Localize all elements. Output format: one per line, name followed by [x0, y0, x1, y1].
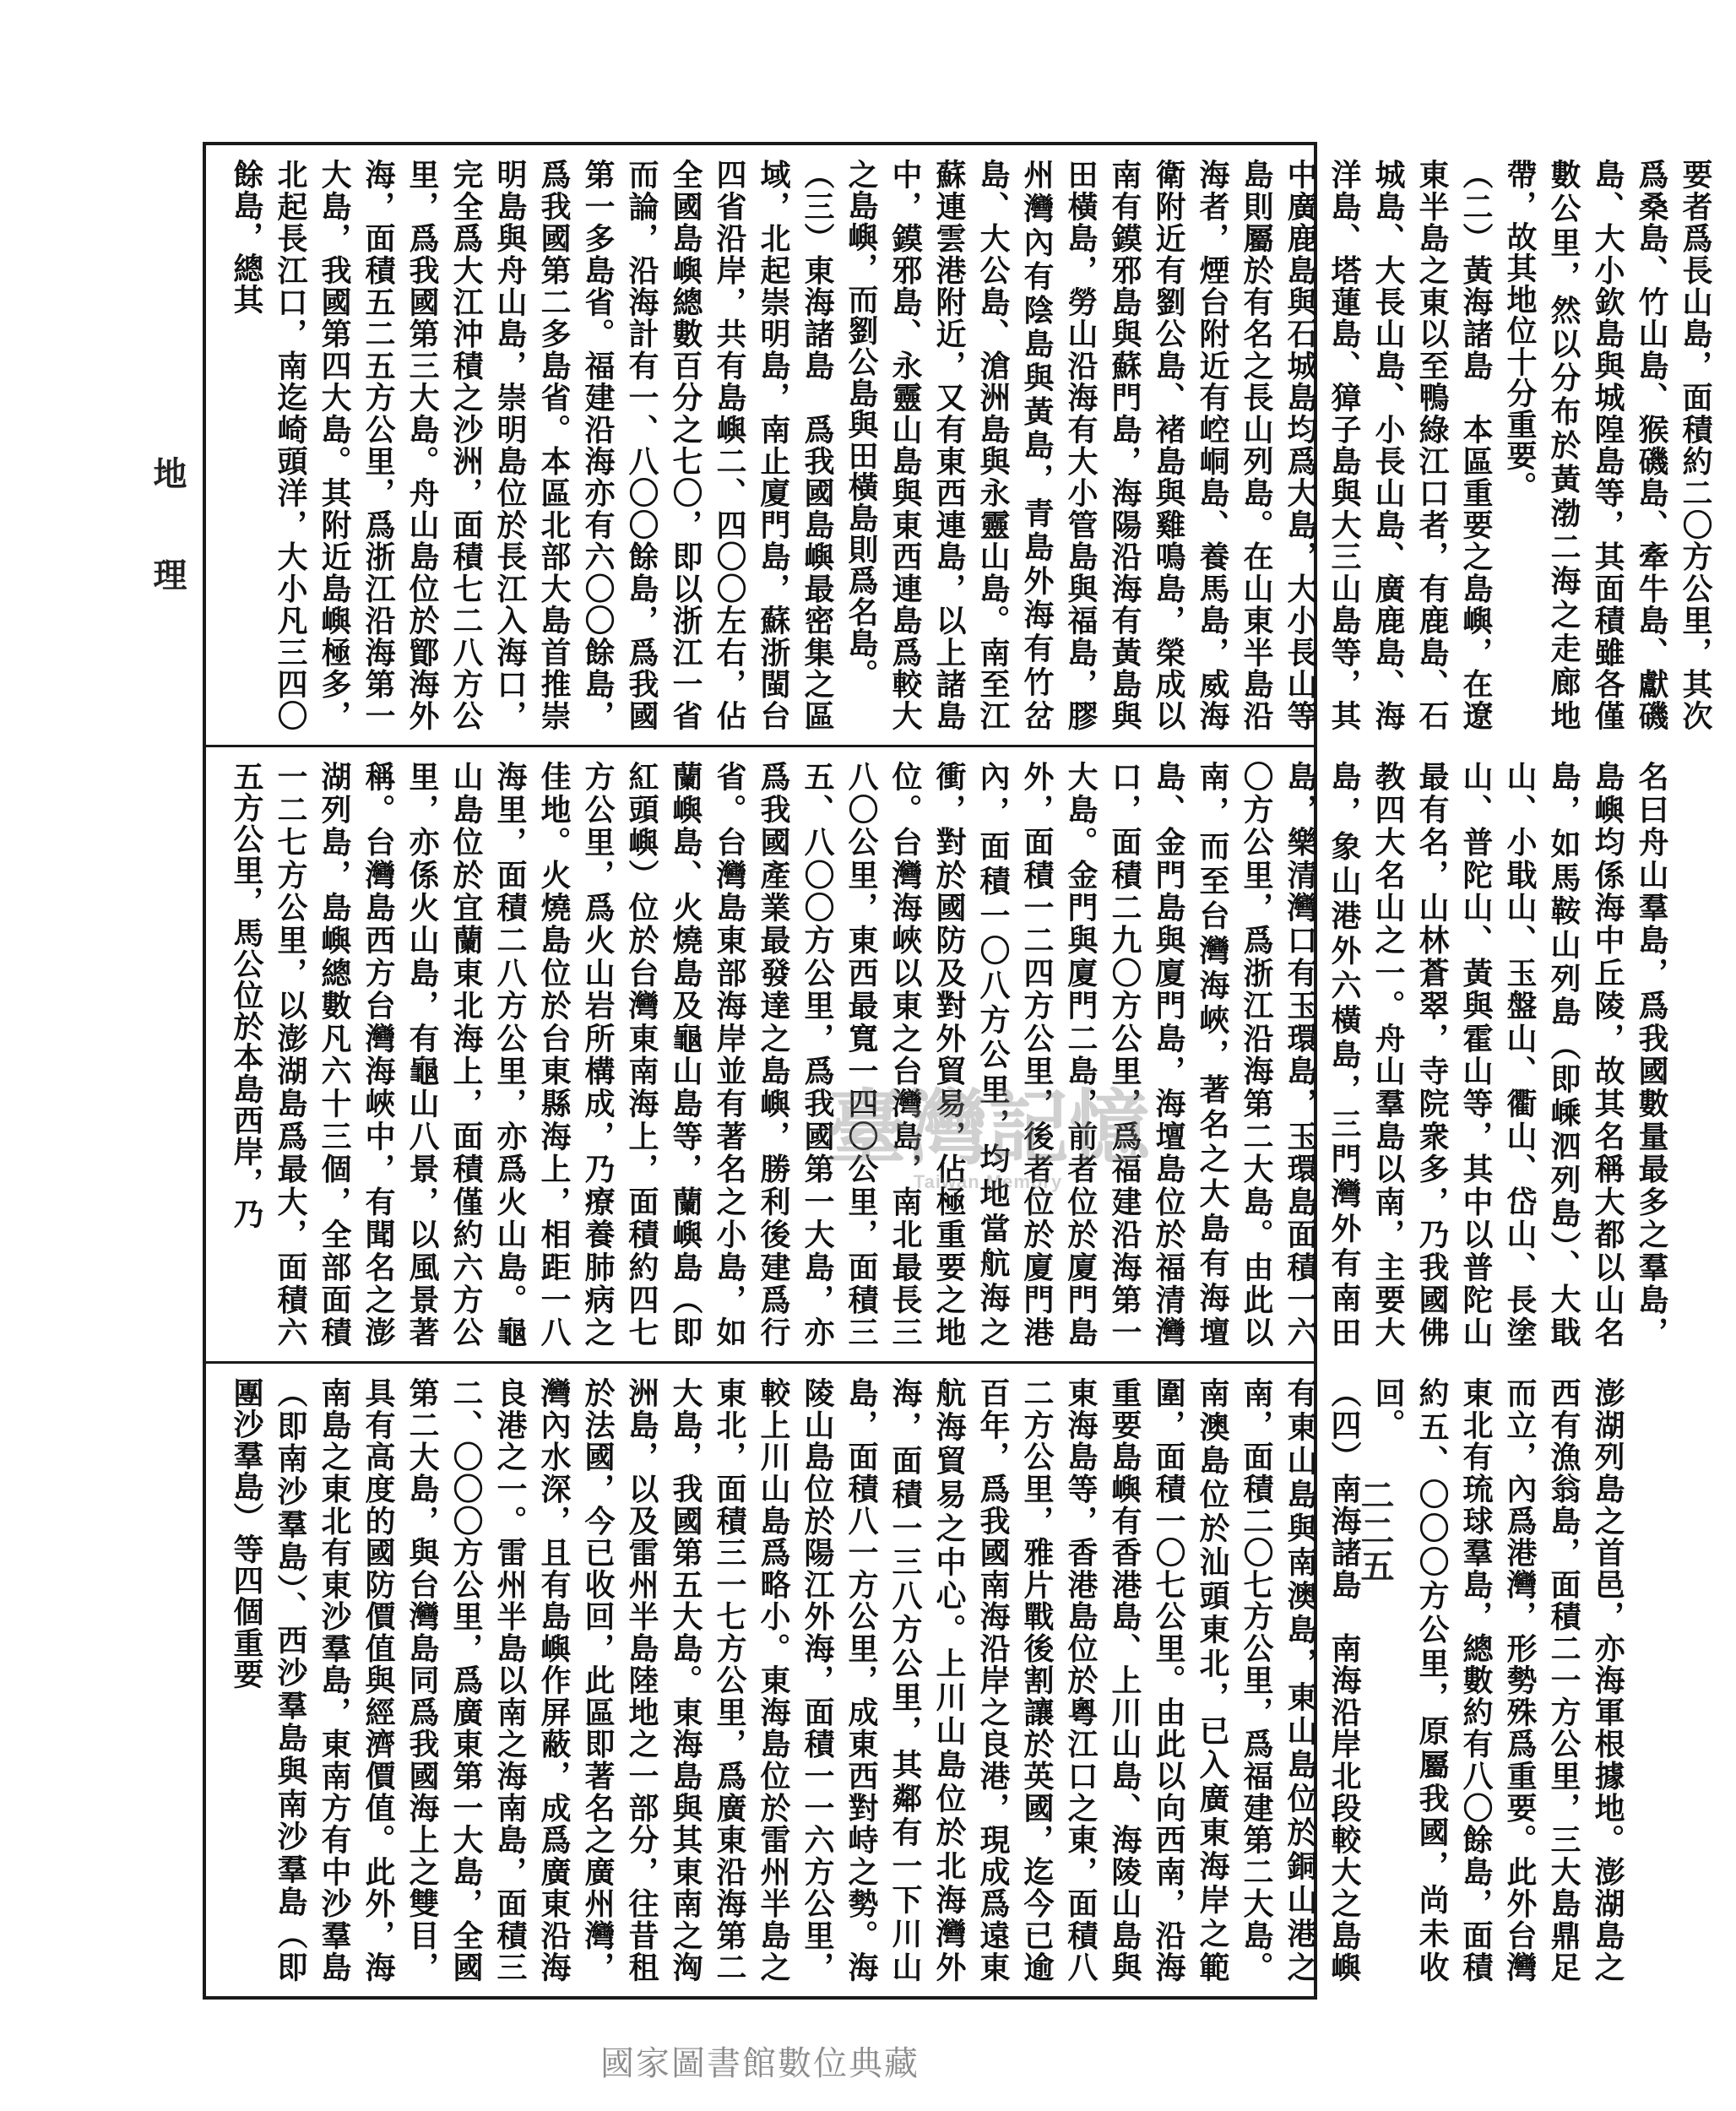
text-band-top: [206, 145, 1713, 745]
paragraph-south-china-sea: （四）南海諸島 南海沿岸北段較大之島嶼有東山島與南澳島，東山島位於銅山港之南，面積二〇七方公里，爲福建第二大島。南澳島位於汕頭東北，已入廣東海岸之範圍，面積一〇七公里。由此以向西南，沿海重要島嶼有香港島、上川山島、海陵山島與東海島等，香港島位於粵江口之東，面積八二方公里，雅片戰後割讓於英國，迄今已逾百年，爲我國南海沿岸之良港，現成爲遠東航海貿易之中心。上川山島位於北海灣外海，面積一三八方公里，其鄰有一下川山島，面積八一方公里，成東西對峙之勢。海陵山島位於陽江外海，面積一一六方公里，較上川山島爲略小。東海島位於雷州半島之東北，面積三一七方公里，爲廣東沿海第二大島，我國第五大島。東海島與其東南之洶洲島，以及雷州半島陸地之一部分，往昔租於法國，今已收回，此區即著名之廣州灣，灣內水深，且有島嶼作屏蔽，成爲廣東沿海良港之一。雷州半島以南之海南島，面積三二、〇〇〇方公里，爲廣東第一大島，全國第二大島，與台灣島同爲我國海上之雙目，具有高度的國防價值與經濟價值。此外，海南島之東北有東沙羣島，東南方有中沙羣島（即南沙羣島）、西沙羣島與南沙羣島（即團沙羣島）等四個重要: [229, 1377, 1362, 1983]
watermark-text: 臺灣記憶: [826, 1080, 1150, 1175]
vertical-text-bottom: [206, 1364, 1648, 1996]
paragraph-penghu: 澎湖列島之首邑，亦海軍根據地。澎湖島之西有漁翁島，面積二一方公里，三大島鼎足而立，內爲港灣，形勢殊爲重要。此外台灣東北有琉球羣島，總數約有八〇餘島，面積約五、〇〇〇方公里，原屬我國，尚未收回。: [1370, 1377, 1625, 1983]
text-band-middle: [206, 745, 1669, 1361]
vertical-text-middle: [206, 747, 1692, 1361]
paragraph: 要者爲長山島，面積約二〇方公里，其次爲桑島、竹山島、猴磯島、牽牛島、獻磯島、大小欽島與城隍島等，其面積雖各僅數公里，然以分布於黃渤二海之走廊地帶，故其地位十分重要。: [1502, 159, 1713, 731]
page-number: 二二五: [1355, 1478, 1395, 1584]
paragraph-yellow-sea: （二）黃海諸島 本區重要之島嶼，在遼東半島之東以至鴨綠江口者，有鹿島、石城島、大長山島、小長山島、廣鹿島、海洋島、塔蓮島、獐子島與大三山島等，其中廣鹿島與石城島均爲大島，大小長山等島則屬於有名之長山列島。在山東半島沿海者，煙台附近有崆峒島、養馬島，威海衛附近有劉公島、褚島與雞鳴島，榮成以南有鏌邪島與蘇門島，海陽沿海有黃島與田橫島，勞山沿海有大小管島與福島，膠州灣內有陰島與黃島，青島外海有竹岔島、大公島、滄洲島與永靈山島。南至江蘇連雲港附近，又有東西連島，以上諸島中，鏌邪島、永靈山島與東西連島爲較大之島嶼，而劉公島與田橫島則爲名島。: [844, 159, 1494, 731]
footer-caption: 國家圖書館數位典藏: [600, 2044, 920, 2083]
paragraph-zhoushan: 名曰舟山羣島，爲我國數量最多之羣島，島嶼均係海中丘陵，故其名稱大都以山名島，如馬鞍山列島（即嵊泗列島）、大戢山、小戢山、玉盤山、衢山、岱山、長塗山、普陀山、黃與霍山等，其中以普陀山最有名，山林蒼翠，寺院衆多，乃我國佛教四大名山之一。舟山羣島以南，主要大島，象山港外六橫島，三門灣外有南田島，樂清灣口有玉環島，玉環島面積一六〇方公里，爲浙江沿海第二大島。由此以南，而至台灣海峽，著名之大島有海壇島、金門島與廈門島，海壇島位於福清灣口，面積二九〇方公里，爲福建沿海第一大島。金門與廈門二島，前者位於廈門島外，面積一二四方公里，後者位於廈門港內，面積一〇八方公里，均地當航海之衝，對於國防及對外貿易，佔極重要之地位。台灣海峽以東之台灣島，南北最長三八〇公里，東西最寬一四〇公里，面積三五、八〇〇方公里，爲我國第一大島，亦爲我國產業最發達之島嶼，勝利後建爲行省。台灣島東部海岸並有著名之小島，如蘭嶼島、火燒島及龜山島等，蘭嶼島（即紅頭嶼）位於台灣東南海上，面積約四七方公里，爲火山岩所構成，乃療養肺病之佳地。火燒島位於台東縣海上，相距一八海里，面積二八方公里，亦爲火山島。龜山島位於宜蘭東北海上，面積僅約六方公里，亦係火山島，有龜山八景，以風景著稱。台灣島西方台灣海峽中，有聞名之澎湖列島，島嶼總數凡六十三個，全部面積一二七方公里，以澎湖島爲最大，面積六五方公里，馬公位於本島西岸，乃: [229, 761, 1669, 1348]
paragraph-east-china-sea: （三）東海諸島 爲我國島嶼最密集之區域，北起崇明島，南止廈門島，蘇浙閩台四省沿岸，共有島嶼二、四〇〇左右，佔全國島嶼總數百分之七〇，即以浙江一省而論，沿海計有一、八〇〇餘島，爲我國第一多島省。福建沿海亦有六〇〇餘島，爲我國第二多島省。本區北部大島首推崇明島與舟山島，崇明島位於長江入海口，完全爲大江沖積之沙洲，面積七二八方公里，爲我國第三大島。舟山島位於鄮海外海，面積五二五方公里，爲浙江沿海第一大島，我國第四大島。其附近島嶼極多，北起長江口，南迄崎頭洋，大小凡三四〇餘島，總其: [229, 159, 835, 731]
watermark-subtext: Taiwan Memory: [913, 1171, 1063, 1192]
running-title: 地理: [148, 456, 187, 659]
vertical-text-top: [206, 145, 1736, 745]
